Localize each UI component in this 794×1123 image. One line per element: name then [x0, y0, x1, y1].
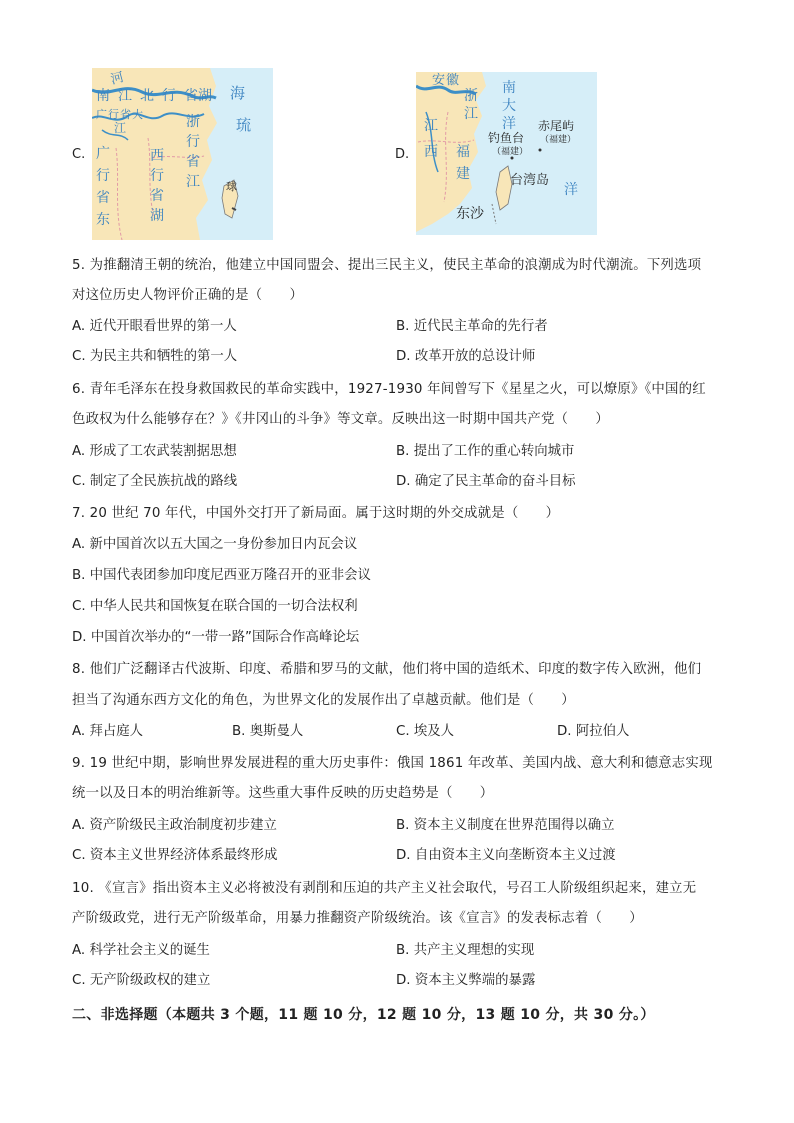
map-d-label: 浙 [464, 88, 478, 104]
map-c-label: 湖 [198, 88, 212, 104]
question-6-text: 6. 青年毛泽东在投身救国救民的革命实践中，1927-1930 年间曾写下《星星之火，可以燎原》《中国的红 [72, 382, 706, 397]
map-d-label: 大 [502, 98, 516, 114]
question-6-option-b[interactable]: B. 提出了工作的重心转向城市 [396, 444, 575, 459]
map-d-label: 建 [456, 166, 470, 182]
map-c-label: 湖 [150, 208, 164, 224]
question-5-option-a[interactable]: A. 近代开眼看世界的第一人 [72, 319, 237, 334]
map-c-label: 东 [96, 212, 110, 228]
question-8-text: 担当了沟通东西方文化的角色，为世界文化的发展作出了卓越贡献。他们是（ ） [72, 693, 575, 708]
map-c-label: 行 [108, 108, 119, 121]
map-d-label: 台湾岛 [510, 173, 550, 188]
map-c-label: 江 [118, 88, 132, 104]
question-8-option-d[interactable]: D. 阿拉伯人 [557, 724, 630, 739]
map-d-label: 赤尾屿 [538, 119, 575, 133]
map-c-label: 行 [96, 168, 110, 184]
question-7-option-a[interactable]: A. 新中国首次以五大国之一身份参加日内瓦会议 [72, 537, 358, 552]
question-9-option-c[interactable]: C. 资本主义世界经济体系最终形成 [72, 848, 278, 863]
map-c-label: 江 [186, 174, 200, 190]
question-10-text: 10. 《宣言》指出资本主义必将被没有剥削和压迫的共产主义社会取代，号召工人阶级组织起来，建立无 [72, 881, 697, 896]
map-d-label: 江 [424, 118, 438, 134]
map-d-label: （福建） [540, 135, 577, 145]
map-c-label: 南 [96, 88, 110, 104]
map-c-label: 琉 [236, 116, 252, 134]
map-c-label: 省 [120, 108, 131, 121]
question-8-option-c[interactable]: C. 埃及人 [396, 724, 455, 739]
map-c-label: 大 [132, 108, 143, 121]
map-c-label: 河 [109, 70, 126, 88]
question-9-text: 9. 19 世纪中期，影响世界发展进程的重大历史事件：俄国 1861 年改革、美国内战、意大利和德意志实现 [72, 756, 713, 771]
map-d-label: 江 [464, 106, 478, 122]
question-5-option-c[interactable]: C. 为民主共和牺牲的第一人 [72, 349, 238, 364]
map-c-label: 江 [114, 121, 127, 135]
question-10-option-b[interactable]: B. 共产主义理想的实现 [396, 943, 535, 958]
map-d-label: （福建） [492, 147, 529, 157]
map-c-label: 行 [186, 134, 200, 150]
question-8-text: 8. 他们广泛翻译古代波斯、印度、希腊和罗马的文献，他们将中国的造纸术、印度的数字传入欧洲，他们 [72, 662, 702, 677]
map-d-label: 洋 [502, 116, 516, 132]
question-6-option-c[interactable]: C. 制定了全民族抗战的路线 [72, 474, 238, 489]
map-c-label: 行 [150, 168, 164, 184]
map-c-label: 广 [96, 108, 107, 121]
option-d-label: D. [395, 147, 410, 162]
option-c-label: C. [72, 147, 86, 162]
question-9-text: 统一以及日本的明治维新等。这些重大事件反映的历史趋势是（ ） [72, 786, 494, 801]
map-d-label: 西 [424, 144, 438, 160]
map-d-label: 安 [432, 73, 446, 88]
map-c-label: 广 [96, 146, 110, 162]
map-c-label: 球 [226, 180, 237, 193]
map-d-label: 东沙 [456, 206, 484, 222]
question-6-option-d[interactable]: D. 确定了民主革命的奋斗目标 [396, 474, 576, 489]
map-c-label: 省 [150, 188, 164, 204]
question-7-option-b[interactable]: B. 中国代表团参加印度尼西亚万隆召开的亚非会议 [72, 568, 371, 583]
question-10-option-a[interactable]: A. 科学社会主义的诞生 [72, 943, 210, 958]
question-5-option-d[interactable]: D. 改革开放的总设计师 [396, 349, 536, 364]
map-c-label: 西 [150, 148, 164, 164]
map-d-image [416, 72, 597, 235]
map-c [92, 68, 273, 240]
map-c-label: 省 [96, 190, 110, 206]
map-d-label: 钓鱼台 [488, 131, 525, 145]
question-6-text: 色政权为什么能够存在？》《井冈山的斗争》等文章。反映出这一时期中国共产党（ ） [72, 412, 609, 427]
question-5-text: 5. 为推翻清王朝的统治，他建立中国同盟会、提出三民主义，使民主革命的浪潮成为时代潮流。下列选项 [72, 258, 702, 273]
map-c-label: 省 [184, 88, 198, 104]
map-d [416, 72, 597, 235]
map-c-label: 海 [230, 84, 246, 102]
question-9-option-a[interactable]: A. 资产阶级民主政治制度初步建立 [72, 818, 277, 833]
question-5-text: 对这位历史人物评价正确的是（ ） [72, 288, 304, 303]
question-7-text: 7. 20 世纪 70 年代，中国外交打开了新局面。属于这时期的外交成就是（ ） [72, 506, 560, 521]
map-d-label: 南 [502, 80, 516, 96]
question-6-option-a[interactable]: A. 形成了工农武装割据思想 [72, 444, 237, 459]
question-5-option-b[interactable]: B. 近代民主革命的先行者 [396, 319, 548, 334]
map-c-label: 省 [186, 154, 200, 170]
question-8-option-a[interactable]: A. 拜占庭人 [72, 724, 143, 739]
map-d-label: 徽 [446, 73, 460, 88]
map-d-label: 洋 [564, 182, 578, 198]
question-10-text: 产阶级政党，进行无产阶级革命，用暴力推翻资产阶级统治。该《宣言》的发表标志着（ ） [72, 911, 643, 926]
section-title: 二、非选择题（本题共 3 个题，11 题 10 分，12 题 10 分，13 题 10 分，共 30 分。） [72, 1007, 655, 1023]
map-c-image [92, 68, 273, 240]
map-c-label: 行 [162, 88, 176, 104]
question-10-option-c[interactable]: C. 无产阶级政权的建立 [72, 973, 211, 988]
map-d-label: 福 [456, 144, 470, 160]
question-7-option-d[interactable]: D. 中国首次举办的“一带一路”国际合作高峰论坛 [72, 630, 360, 645]
map-c-label: 北 [140, 88, 154, 104]
question-9-option-b[interactable]: B. 资本主义制度在世界范围得以确立 [396, 818, 615, 833]
question-8-option-b[interactable]: B. 奥斯曼人 [232, 724, 304, 739]
question-10-option-d[interactable]: D. 资本主义弊端的暴露 [396, 973, 536, 988]
question-7-option-c[interactable]: C. 中华人民共和国恢复在联合国的一切合法权利 [72, 599, 358, 614]
map-c-label: 浙 [186, 114, 200, 130]
question-9-option-d[interactable]: D. 自由资本主义向垄断资本主义过渡 [396, 848, 616, 863]
